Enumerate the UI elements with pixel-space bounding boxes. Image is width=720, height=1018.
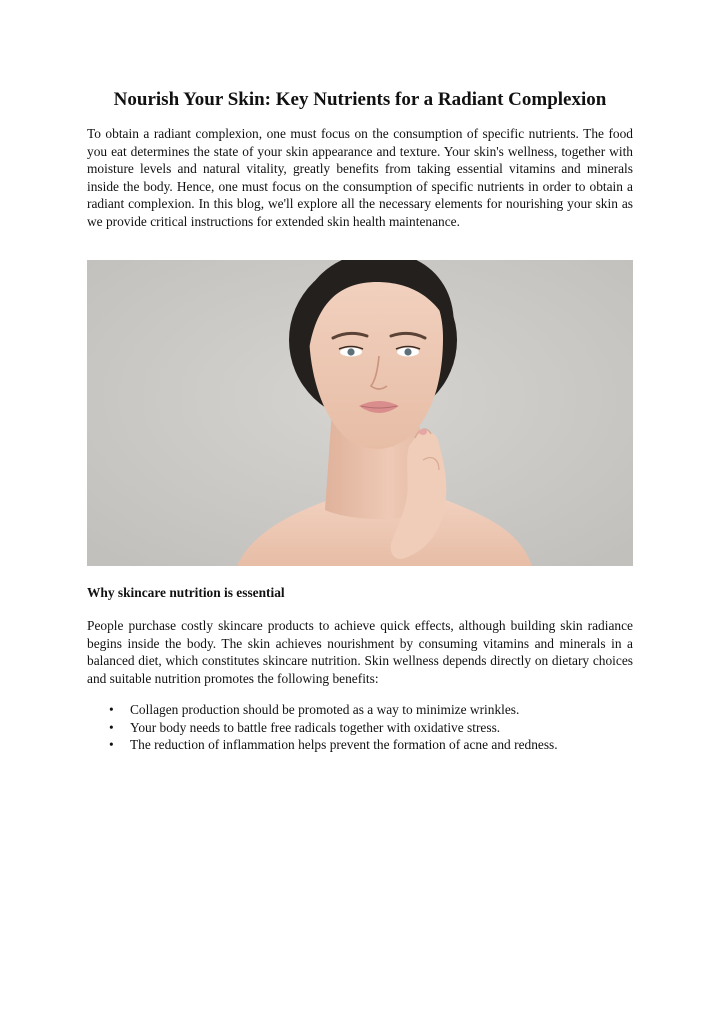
list-item: [87, 736, 633, 754]
list-item-text: The reduction of inflammation helps prevent the formation of acne and redness.: [130, 737, 558, 753]
list-item-text: Collagen production should be promoted as a way to minimize wrinkles.: [130, 702, 520, 717]
bullet-icon: •: [109, 719, 114, 735]
document-title: Nourish Your Skin: Key Nutrients for a Radiant Complexion: [113, 89, 607, 110]
section-body-paragraph: People purchase costly skincare products to achieve quick effects, although building skin radiance begins inside the body. The skin achieves nourishment by consuming vitamins and minerals in a balanced diet, which constitutes skincare nutrition. Skin wellness depends directly on dietary choices and suitable nutrition promotes the following benefits:: [87, 618, 633, 686]
hero-photo: [87, 260, 633, 566]
woman-portrait-icon: [87, 260, 633, 566]
bullet-icon: •: [109, 737, 114, 753]
benefits-list: [87, 701, 633, 754]
list-item: [87, 719, 633, 737]
section-heading: Why skincare nutrition is essential: [87, 585, 285, 600]
list-item: [87, 701, 633, 719]
intro-paragraph: To obtain a radiant complexion, one must focus on the consumption of specific nutrients. The food you eat determines the state of your skin appearance and texture. Your skin's wellness, together with moisture levels and natural vitality, greatly benefits from taking essential vitamins and minerals inside the body. Hence, one must focus on the consumption of specific nutrients in order to obtain a radiant complexion. In this blog, we'll explore all the necessary elements for nourishing your skin as we provide critical instructions for extended skin health maintenance.: [87, 126, 633, 229]
bullet-icon: •: [109, 702, 114, 717]
list-item-text: Your body needs to battle free radicals together with oxidative stress.: [130, 719, 501, 735]
